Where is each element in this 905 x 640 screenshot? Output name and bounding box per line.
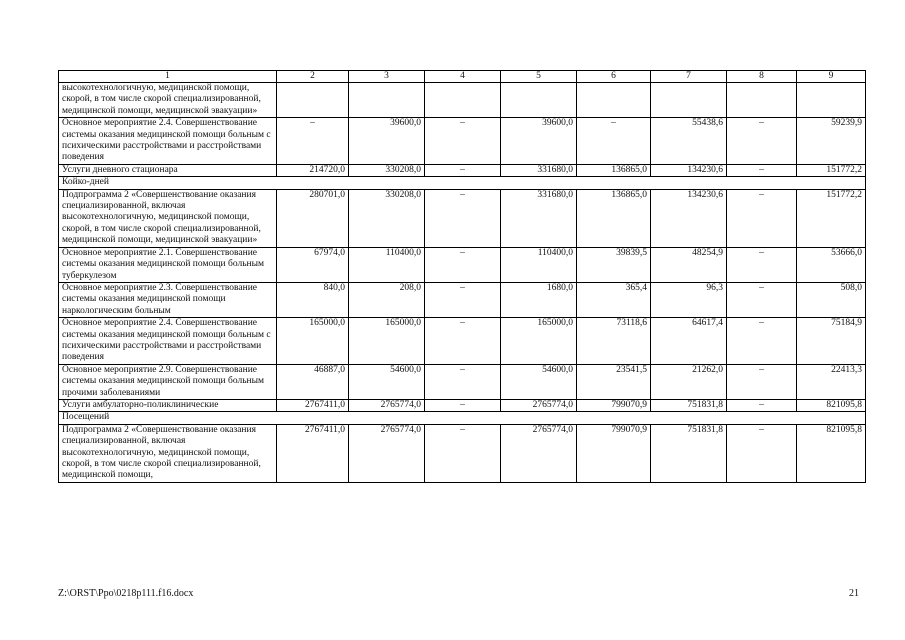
header-cell: 5 <box>501 71 577 83</box>
value-cell: 214720,0 <box>277 164 349 176</box>
value-cell: 2765774,0 <box>349 424 425 482</box>
row-label: Основное мероприятие 2.1. Совершенствование системы оказания медицинской помощи больным туберкулезом <box>59 247 277 282</box>
table-row <box>59 424 866 482</box>
row-label: Основное мероприятие 2.9. Совершенствование системы оказания медицинской помощи больным прочими заболеваниями <box>59 364 277 399</box>
header-cell: 1 <box>59 71 277 83</box>
table-row <box>59 282 866 317</box>
value-cell: – <box>727 424 797 482</box>
value-cell: – <box>425 189 501 247</box>
value-cell <box>277 83 349 118</box>
header-cell: 9 <box>797 71 866 83</box>
value-cell: 365,4 <box>577 282 651 317</box>
table-row <box>59 318 866 365</box>
value-cell: 54600,0 <box>501 364 577 399</box>
value-cell: – <box>727 164 797 176</box>
value-cell: – <box>727 189 797 247</box>
value-cell: 73118,6 <box>577 318 651 365</box>
footer-file-path: Z:\ORST\Ppo\0218p111.f16.docx <box>58 588 194 599</box>
value-cell: 53666,0 <box>797 247 866 282</box>
value-cell <box>425 83 501 118</box>
value-cell: 64617,4 <box>651 318 727 365</box>
value-cell: 21262,0 <box>651 364 727 399</box>
value-cell: 59239,9 <box>797 118 866 165</box>
value-cell: 330208,0 <box>349 189 425 247</box>
value-cell: 799070,9 <box>577 424 651 482</box>
value-cell <box>797 83 866 118</box>
page-number: 21 <box>849 588 859 599</box>
row-label: высокотехнологичную, медицинской помощи, скорой, в том числе скорой специализированной, медицинской помощи, медицинской эвакуации» <box>59 83 277 118</box>
value-cell: 46887,0 <box>277 364 349 399</box>
row-label: Услуги дневного стационара <box>59 164 277 176</box>
value-cell: – <box>425 318 501 365</box>
value-cell <box>727 83 797 118</box>
table-row <box>59 247 866 282</box>
value-cell: – <box>727 247 797 282</box>
value-cell: – <box>277 118 349 165</box>
value-cell: 55438,6 <box>651 118 727 165</box>
table-row <box>59 118 866 165</box>
value-cell: – <box>727 399 797 411</box>
value-cell: – <box>425 424 501 482</box>
value-cell: 751831,8 <box>651 399 727 411</box>
header-cell: 6 <box>577 71 651 83</box>
row-label: Основное мероприятие 2.3. Совершенствование системы оказания медицинской помощи наркологическим больным <box>59 282 277 317</box>
value-cell: – <box>425 282 501 317</box>
value-cell: 48254,9 <box>651 247 727 282</box>
row-label: Подпрограмма 2 «Совершенствование оказания специализированной, включая высокотехнологичную, медицинской помощи, скорой, в том числе скорой специализированной, медицинской помощи, медицинской эвакуации» <box>59 189 277 247</box>
table-row <box>59 164 866 176</box>
value-cell: 280701,0 <box>277 189 349 247</box>
value-cell: 39600,0 <box>501 118 577 165</box>
value-cell <box>651 83 727 118</box>
row-label: Основное мероприятие 2.4. Совершенствование системы оказания медицинской помощи больным с психическими расстройствами и расстройствами поведения <box>59 118 277 165</box>
value-cell: 2767411,0 <box>277 424 349 482</box>
value-cell: 165000,0 <box>349 318 425 365</box>
value-cell: 331680,0 <box>501 189 577 247</box>
header-cell: 4 <box>425 71 501 83</box>
value-cell <box>349 83 425 118</box>
value-cell: 821095,8 <box>797 424 866 482</box>
section-label: Койко-дней <box>59 177 866 189</box>
table-row <box>59 83 866 118</box>
row-label: Услуги амбулаторно-поликлинические <box>59 399 277 411</box>
value-cell: 22413,3 <box>797 364 866 399</box>
value-cell: 751831,8 <box>651 424 727 482</box>
header-cell: 7 <box>651 71 727 83</box>
value-cell: 96,3 <box>651 282 727 317</box>
value-cell: 151772,2 <box>797 164 866 176</box>
value-cell: 2765774,0 <box>501 424 577 482</box>
value-cell: 75184,9 <box>797 318 866 365</box>
value-cell: – <box>425 118 501 165</box>
value-cell <box>501 83 577 118</box>
value-cell: 330208,0 <box>349 164 425 176</box>
value-cell: 136865,0 <box>577 189 651 247</box>
value-cell: 39839,5 <box>577 247 651 282</box>
section-label: Посещений <box>59 412 866 424</box>
value-cell: – <box>727 118 797 165</box>
value-cell: 165000,0 <box>501 318 577 365</box>
value-cell: 1680,0 <box>501 282 577 317</box>
value-cell: 2765774,0 <box>349 399 425 411</box>
table-row <box>59 364 866 399</box>
value-cell: 508,0 <box>797 282 866 317</box>
value-cell: 110400,0 <box>501 247 577 282</box>
row-label: Подпрограмма 2 «Совершенствование оказания специализированной, включая высокотехнологичную, медицинской помощи, скорой, в том числе скорой специализированной, медицинской помощи, <box>59 424 277 482</box>
value-cell: 2765774,0 <box>501 399 577 411</box>
value-cell: 151772,2 <box>797 189 866 247</box>
value-cell: – <box>577 118 651 165</box>
value-cell: – <box>425 399 501 411</box>
value-cell: 23541,5 <box>577 364 651 399</box>
value-cell: – <box>727 318 797 365</box>
value-cell: 208,0 <box>349 282 425 317</box>
section-row <box>59 412 866 424</box>
value-cell: 54600,0 <box>349 364 425 399</box>
value-cell: 67974,0 <box>277 247 349 282</box>
value-cell: 331680,0 <box>501 164 577 176</box>
value-cell <box>577 83 651 118</box>
value-cell: 39600,0 <box>349 118 425 165</box>
value-cell: 821095,8 <box>797 399 866 411</box>
value-cell: 110400,0 <box>349 247 425 282</box>
value-cell: – <box>425 164 501 176</box>
value-cell: – <box>727 282 797 317</box>
header-cell: 2 <box>277 71 349 83</box>
data-table <box>58 70 866 483</box>
header-cell: 8 <box>727 71 797 83</box>
row-label: Основное мероприятие 2.4. Совершенствование системы оказания медицинской помощи больным с психическими расстройствами и расстройствами поведения <box>59 318 277 365</box>
value-cell: 165000,0 <box>277 318 349 365</box>
table-row <box>59 399 866 411</box>
value-cell: – <box>727 364 797 399</box>
table-row <box>59 189 866 247</box>
value-cell: 134230,6 <box>651 164 727 176</box>
value-cell: 134230,6 <box>651 189 727 247</box>
header-row <box>59 71 866 83</box>
value-cell: – <box>425 364 501 399</box>
value-cell: 2767411,0 <box>277 399 349 411</box>
value-cell: 840,0 <box>277 282 349 317</box>
value-cell: 136865,0 <box>577 164 651 176</box>
header-cell: 3 <box>349 71 425 83</box>
value-cell: 799070,9 <box>577 399 651 411</box>
table-body <box>59 71 866 483</box>
section-row <box>59 177 866 189</box>
value-cell: – <box>425 247 501 282</box>
